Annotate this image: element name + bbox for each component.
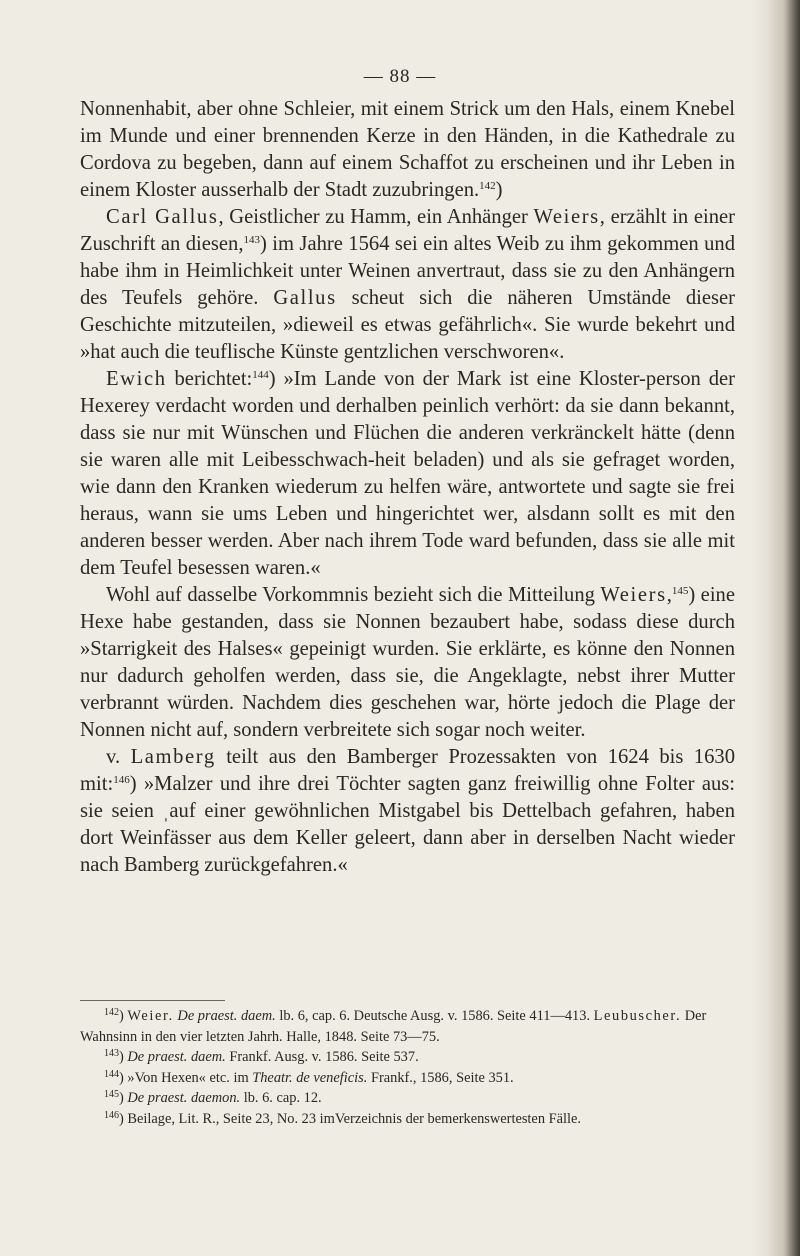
footnote-number: 145 (104, 1089, 119, 1101)
footnote-text: lb. 6, cap. 6. Deutsche Ausg. v. 1586. Seite 411—413. (275, 1008, 594, 1024)
footnote-ref-142[interactable]: 142 (479, 180, 496, 192)
paren: ) (119, 1110, 124, 1127)
footnote-ref-143[interactable]: 143 (243, 234, 261, 246)
footnote-ref-146[interactable]: 146 (113, 774, 130, 786)
footnote-146 (80, 1109, 735, 1130)
footnote-number: 146 (104, 1109, 119, 1121)
footnote-ref-145[interactable]: 145 (671, 585, 689, 597)
person-name: Carl Gallus (106, 206, 219, 228)
footnote-text: Der Wahnsinn in den vier letzten Jahrh. Halle, 1848. Seite 73—75. (80, 1008, 707, 1045)
footnote-number: 144 (104, 1068, 119, 1080)
footnote-title: De praest. daemon. (127, 1090, 241, 1107)
text-run: , Geistlicher zu Hamm, ein Anhänger (218, 206, 534, 228)
footnote-text: »Von Hexen« etc. im (127, 1069, 253, 1086)
page-edge-shadow (750, 0, 800, 1256)
person-name: Weiers (600, 584, 667, 606)
paren: ) (119, 1069, 124, 1086)
person-name: Gallus (273, 287, 337, 309)
paragraph-5 (80, 744, 735, 879)
text-run: teilt aus den Bamberger Prozessakten von 1624 bis 1630 mit: (80, 746, 735, 795)
paragraph-4 (80, 582, 735, 744)
person-name: Weiers (533, 206, 600, 228)
paren: ) (119, 1049, 124, 1066)
footnote-number: 143 (104, 1048, 119, 1060)
text-run: , erzählt in einer Zuschrift an diesen, (80, 206, 735, 255)
body-text (80, 96, 735, 879)
text-run: ) im Jahre 1564 sei ein altes Weib zu ihm gekommen und habe ihm in Heimlichkeit unter Weinen anvertraut, dass sie zu den Anhängern des Teufels gehöre. (80, 233, 735, 309)
text-run: ) »Im Lande von der Mark ist eine Kloster-person der Hexerey verdacht worden und derhalben peinlich verhört: da sie dann bekannt, dass sie nur mit Wünschen und Flüchen die anderen verkränckelt hätte (denn sie waren alle mit Leibesschwach-heit beladen) und als sie gefraget worden, wie dann den Kranken wiederum zu helfen wäre, antwortete und sagte sie frei heraus, wann sie ums Leben und hingerichtet wer, alsdann sollt es mit den anderen besser werden. Aber nach ihrem Tode ward befunden, dass sie alle mit dem Teufel besessen waren.« (80, 368, 735, 579)
text-run: berichtet: (166, 368, 253, 390)
footnote-author: Leubuscher. (593, 1008, 682, 1024)
footnote-144 (80, 1068, 735, 1089)
footnote-title: De praest. daem. (177, 1008, 276, 1024)
footnote-145 (80, 1088, 735, 1109)
text-run: , (666, 584, 672, 606)
footnote-text: lb. 6. cap. 12. (240, 1090, 322, 1107)
footnote-divider (80, 1000, 225, 1001)
text-run: v. (106, 746, 131, 768)
text-run: scheut sich die näheren Umstände dieser Geschichte mitzuteilen, »dieweil es etwas gefährlich«. Sie wurde bekehrt und »hat auch die teuflische Künste gentzlichen verschworen«. (80, 287, 735, 363)
page-number: — 88 — (363, 66, 437, 87)
paren: ) (495, 179, 503, 201)
footnote-text: Beilage, Lit. R., Seite 23, No. 23 imVerzeichnis der bemerkenswertesten Fälle. (127, 1110, 581, 1127)
footnote-ref-144[interactable]: 144 (252, 369, 269, 381)
paren: ) (119, 1008, 124, 1024)
footnote-143 (80, 1047, 735, 1068)
footnotes (80, 1006, 735, 1130)
footnote-142 (80, 1006, 735, 1047)
footnote-text: Frankf., 1586, Seite 351. (367, 1069, 514, 1086)
paren: ) (119, 1090, 124, 1107)
text-run: ) »Malzer und ihre drei Töchter sagten ganz freiwillig ohne Folter aus: sie seien ˌauf einer gewöhnlichen Mistgabel bis Dettelbach gefahren, haben dort Weinfässer aus dem Keller geleert, dann aber in derselben Nacht wieder nach Bamberg zurückgefahren.« (80, 773, 735, 876)
paragraph-1 (80, 96, 735, 204)
person-name: Lamberg (130, 746, 216, 768)
paragraph-3 (80, 366, 735, 582)
paragraph-1-text: Nonnenhabit, aber ohne Schleier, mit einem Strick um den Hals, einem Knebel im Munde und einer brennenden Kerze in den Händen, in die Kathedrale zu Cordova zu begeben, dann auf einem Schaffot zu erscheinen und ihr Leben in einem Kloster ausserhalb der Stadt zuzubringen. (80, 98, 735, 201)
footnote-title: De praest. daem. (127, 1049, 226, 1066)
text-run: ) eine Hexe habe gestanden, dass sie Nonnen bezaubert habe, sodass diese durch »Starrigkeit des Halses« gepeinigt wurden. Sie erklärte, es könne den Nonnen nur dadurch geholfen werden, dass sie, die Angeklagte, nebst ihrer Mutter verbrannt würden. Nachdem dies geschehen war, hörte jedoch die Plage der Nonnen nicht auf, sondern verbreitete sich sogar noch weiter. (80, 584, 735, 741)
footnote-author: Weier. (127, 1008, 174, 1024)
footnote-number: 142 (104, 1007, 119, 1018)
paragraph-2 (80, 204, 735, 366)
footnote-title: Theatr. de veneficis. (252, 1069, 368, 1086)
text-run: Wohl auf dasselbe Vorkommnis bezieht sich die Mitteilung (106, 584, 601, 606)
footnote-text: Frankf. Ausg. v. 1586. Seite 537. (225, 1049, 419, 1066)
person-name: Ewich (106, 368, 167, 390)
